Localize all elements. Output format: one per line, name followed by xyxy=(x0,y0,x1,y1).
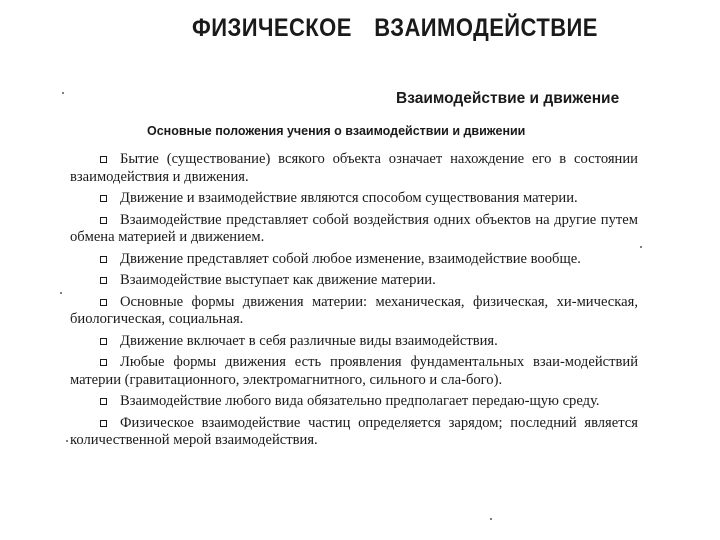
list-item-text: Основные формы движения материи: механическая, физическая, хи-мическая, биологическая, социальная. xyxy=(70,293,638,327)
checkbox-square-icon xyxy=(100,277,107,284)
scan-speck xyxy=(60,292,62,294)
list-item xyxy=(70,151,638,186)
scan-speck xyxy=(640,246,642,248)
list-item xyxy=(70,272,638,290)
checkbox-square-icon xyxy=(100,156,107,163)
scan-speck xyxy=(490,518,492,520)
checkbox-square-icon xyxy=(100,217,107,224)
checkbox-square-icon xyxy=(100,299,107,306)
checkbox-square-icon xyxy=(100,338,107,345)
list-item xyxy=(70,294,638,329)
list-item xyxy=(70,333,638,351)
list-item xyxy=(70,212,638,247)
checkbox-square-icon xyxy=(100,420,107,427)
list-item-text: Физическое взаимодействие частиц определяется зарядом; последний является количественной мерой взаимодействия. xyxy=(70,414,638,448)
page-title: ФИЗИЧЕСКОЕ ВЗАИМОДЕЙСТВИЕ xyxy=(192,14,598,42)
list-item-text: Взаимодействие представляет собой воздействия одних объектов на другие путем обмена материей и движением. xyxy=(70,211,638,245)
scan-speck xyxy=(66,440,68,442)
list-item-text: Любые формы движения есть проявления фундаментальных взаи-модействий материи (гравитационного, электромагнитного, сильного и сла-бого). xyxy=(70,354,638,388)
checkbox-square-icon xyxy=(100,359,107,366)
list-item-text: Движение и взаимодействие являются способом существования материи. xyxy=(120,190,578,206)
list-item-text: Бытие (существование) всякого объекта означает нахождение его в состоянии взаимодействия и движения. xyxy=(70,151,638,185)
list-item-text: Движение включает в себя различные виды взаимодействия. xyxy=(120,332,498,349)
list-item xyxy=(70,393,638,411)
list-item xyxy=(70,190,638,208)
checkbox-square-icon xyxy=(100,195,107,202)
principles-list xyxy=(70,151,638,454)
subsection-title: Основные положения учения о взаимодействии и движении xyxy=(147,124,526,138)
list-item-text: Взаимодействие любого вида обязательно предполагает передаю-щую среду. xyxy=(120,393,600,409)
list-item-text: Взаимодействие выступает как движение материи. xyxy=(120,272,436,288)
list-item-text: Движение представляет собой любое изменение, взаимодействие вообще. xyxy=(120,250,581,267)
checkbox-square-icon xyxy=(100,398,107,405)
list-item xyxy=(70,354,638,389)
checkbox-square-icon xyxy=(100,256,107,263)
list-item xyxy=(70,415,638,450)
section-title: Взаимодействие и движение xyxy=(396,90,620,107)
list-item xyxy=(70,251,638,269)
scan-speck xyxy=(62,92,64,94)
